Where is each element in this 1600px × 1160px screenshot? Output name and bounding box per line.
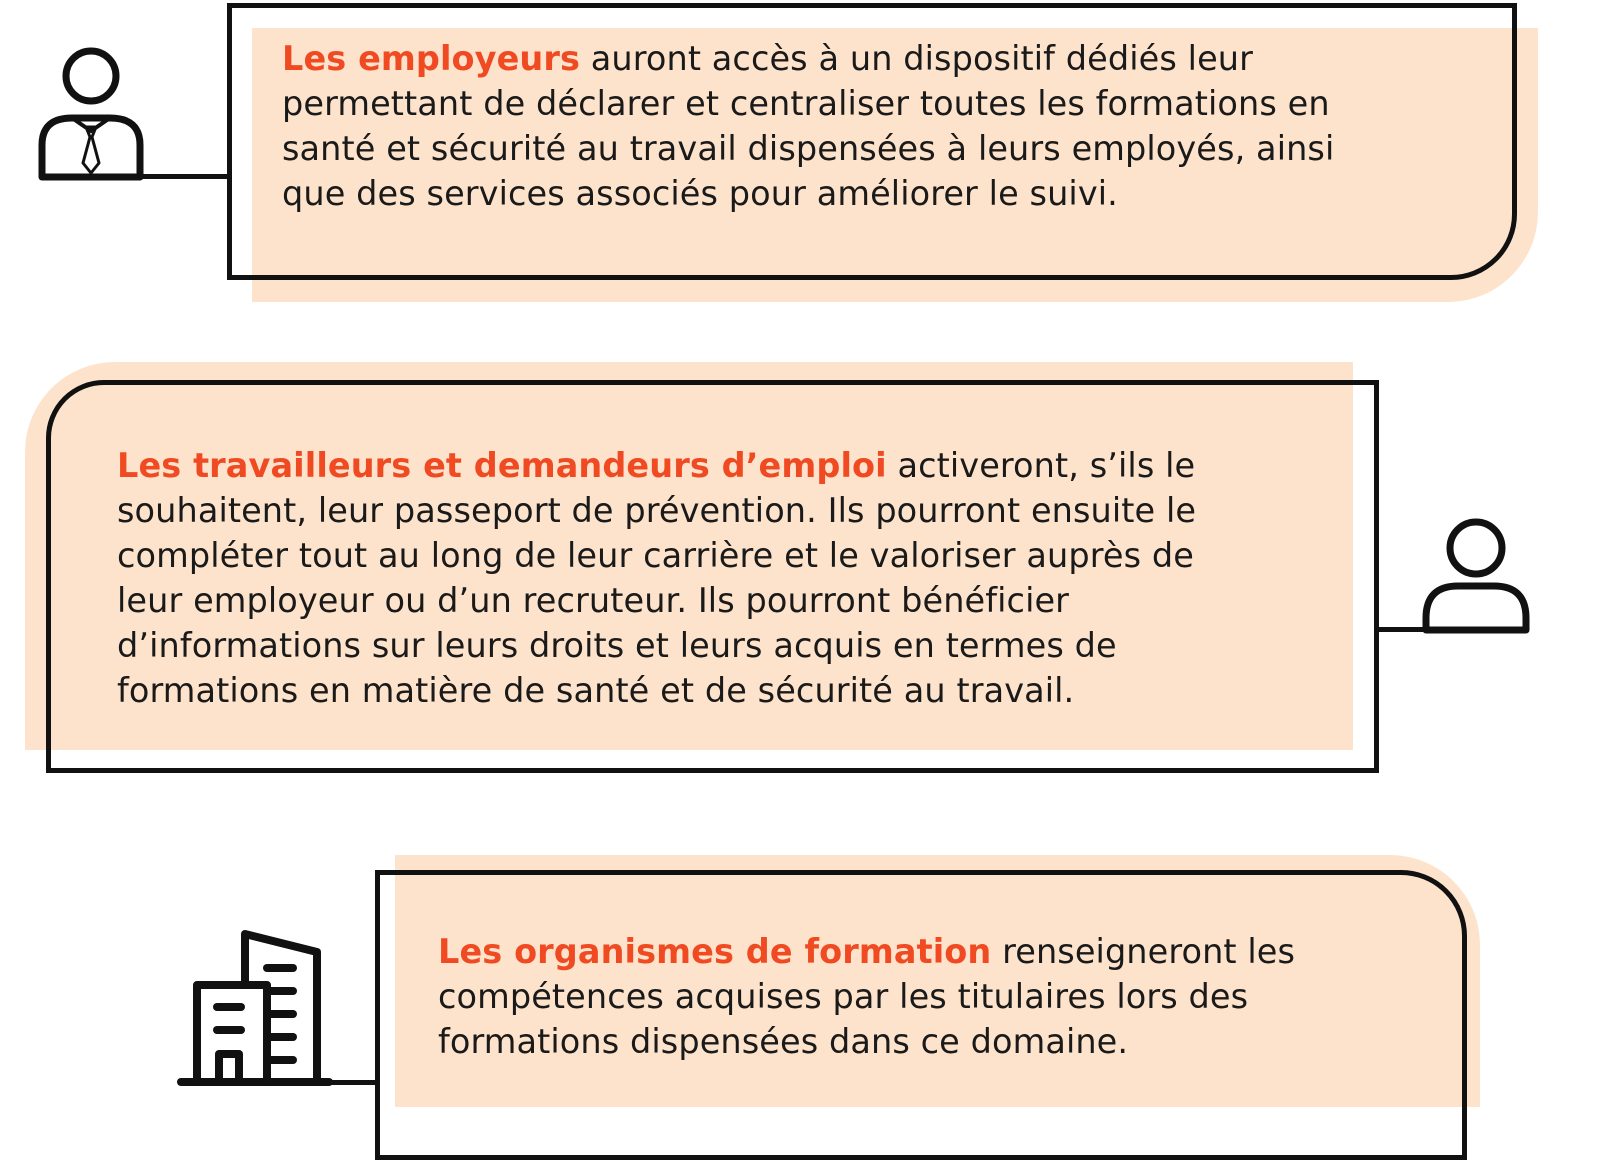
card-employers-line-4: que des services associés pour améliorer le suivi. — [282, 174, 1118, 213]
card-workers-line-2: souhaitent, leur passeport de prévention. Ils pourront ensuite le — [117, 491, 1197, 530]
card-training-line-3: formations dispensées dans ce domaine. — [438, 1022, 1129, 1061]
card-workers-line-6: formations en matière de santé et de sécurité au travail. — [117, 671, 1075, 710]
card-training-text — [438, 929, 1295, 1064]
card-training-line-2: compétences acquises par les titulaires lors des — [438, 977, 1249, 1016]
card-employers-text — [282, 36, 1334, 216]
card-training-highlight: Les organismes de formation — [438, 932, 992, 971]
card-workers-line-1: activeront, s’ils le — [886, 446, 1196, 485]
card-training-line-1: renseigneront les — [991, 932, 1296, 971]
employer-connector-line — [140, 174, 230, 179]
card-workers-line-3: compléter tout au long de leur carrière et le valoriser auprès de — [117, 536, 1194, 575]
card-employers-line-3: santé et sécurité au travail dispensées à leurs employés, ainsi — [282, 129, 1335, 168]
worker-icon — [1420, 516, 1535, 636]
card-workers-text — [117, 443, 1196, 713]
card-workers-line-5: d’informations sur leurs droits et leurs acquis en termes de — [117, 626, 1117, 665]
card-workers-line-4: leur employeur ou d’un recruteur. Ils pourront bénéficier — [117, 581, 1070, 620]
card-employers-line-1: auront accès à un dispositif dédiés leur — [580, 39, 1253, 78]
employer-icon — [36, 45, 151, 185]
card-workers-highlight: Les travailleurs et demandeurs d’emploi — [117, 446, 887, 485]
card-employers-line-2: permettant de déclarer et centraliser toutes les formations en — [282, 84, 1330, 123]
building-icon — [175, 925, 335, 1090]
card-employers-highlight: Les employeurs — [282, 39, 581, 78]
